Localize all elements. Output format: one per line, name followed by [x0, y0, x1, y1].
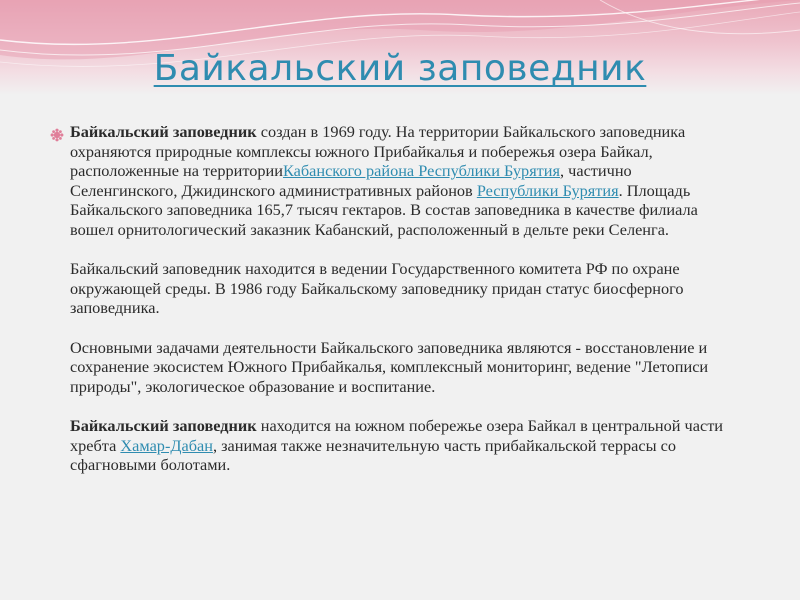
bold-term: Байкальский заповедник	[70, 415, 257, 435]
bullet-icon	[50, 128, 64, 142]
paragraph	[70, 122, 730, 240]
paragraph	[70, 338, 730, 397]
text-segment: . Площадь Байкальского заповедника 165,7 тысяч гектаров. В состав заповедника в качестве филиала вошел орнитологический заказник Кабанский, расположенный в дельте реки Селенга.	[70, 180, 698, 239]
text-segment: Основными задачами деятельности Байкальского заповедника являются - восстановление и сохранение экосистем Южного Прибайкалья, комплексный мониторинг, ведение "Летописи природы", экологическое образование и воспитание.	[70, 337, 709, 396]
link-kabansky-district[interactable]: Кабанского района Республики Бурятия	[282, 161, 561, 181]
link-buryatia[interactable]: Республики Бурятия	[476, 180, 619, 200]
text-segment: Байкальский заповедник находится в ведении Государственного комитета РФ по охране окружающей среды. В 1986 году Байкальскому заповеднику придан статус биосферного заповедника.	[70, 259, 684, 318]
slide-title: Байкальский заповедник	[153, 48, 647, 89]
text-segment: создан в 1969 году. На территории Байкальского заповедника охраняются природные комплексы южного Прибайкалья и побережья озера Байкал, расположенные на территории	[70, 122, 686, 181]
bold-term: Байкальский заповедник	[70, 122, 257, 141]
text-segment: , частично Селенгинского, Джидинского административных районов	[70, 161, 632, 200]
text-segment: , занимая также незначительную часть прибайкальской террасы со сфагновыми болотами.	[70, 435, 676, 475]
paragraph	[70, 259, 730, 318]
paragraph	[70, 416, 730, 475]
slide-body	[70, 122, 730, 475]
text-segment: находится на южном побережье озера Байкал в центральной части хребта	[70, 415, 724, 455]
link-khamar-daban[interactable]: Хамар-Дабан	[120, 435, 213, 455]
